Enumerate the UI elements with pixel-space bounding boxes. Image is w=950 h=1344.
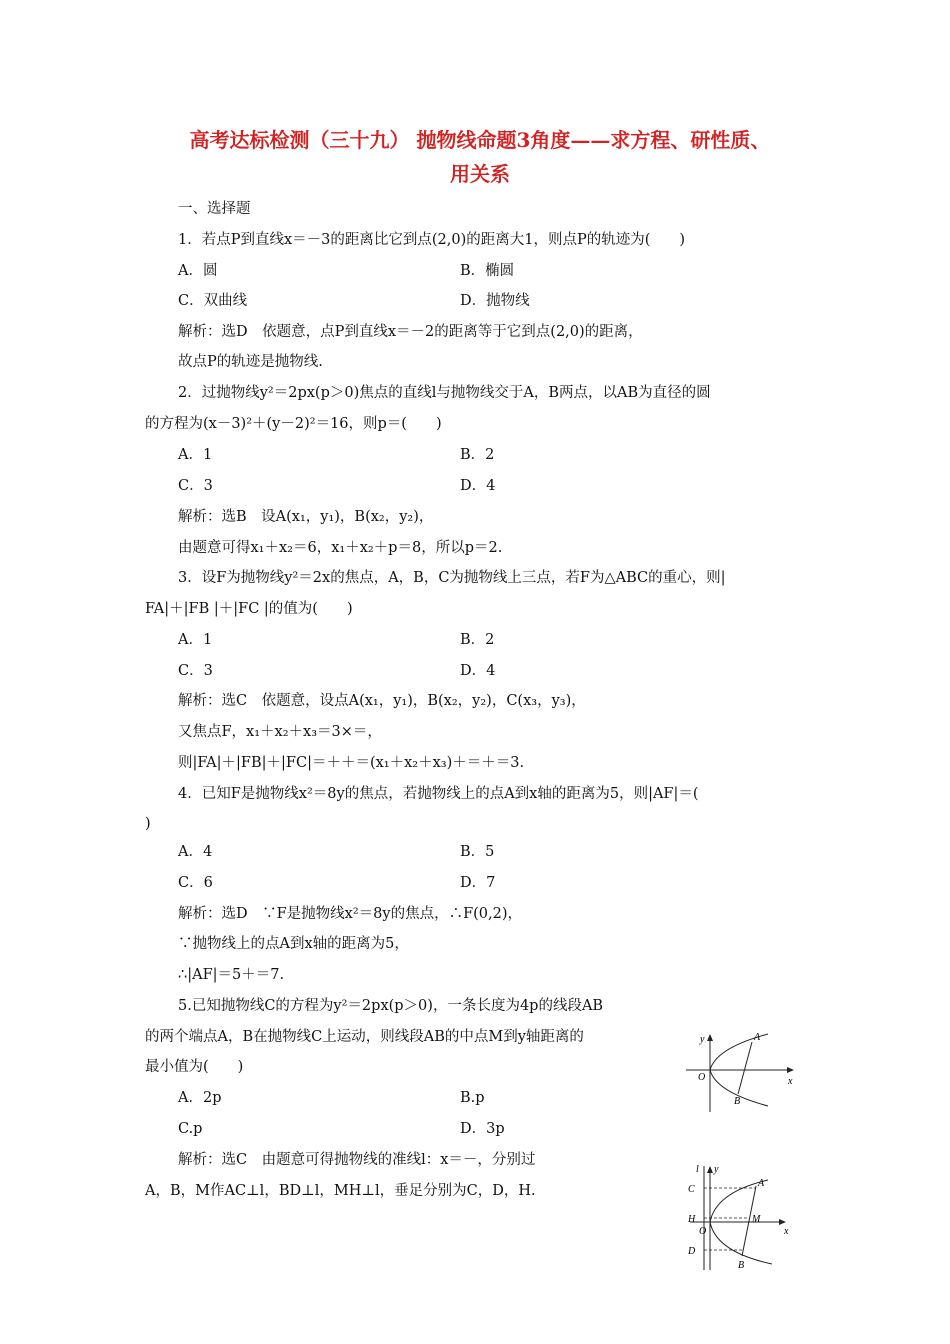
q1-option-d: D．抛物线: [460, 293, 530, 309]
q2-option-d: D．4: [460, 478, 496, 494]
q4-option-a: A．4: [178, 844, 213, 860]
page-title-line2: 用关系: [450, 162, 510, 186]
fig2-label-a: A: [758, 1178, 765, 1189]
q3-solution-line3: 则|FA|＋|FB|＋|FC|＝＋＋＝(x₁＋x₂＋x₃)＋＝＋＝3.: [178, 755, 525, 771]
fig1-label-y: y: [700, 1034, 705, 1045]
q2-solution-line2: 由题意可得x₁＋x₂＝6，x₁＋x₂＋p＝8，所以p＝2.: [178, 540, 503, 556]
parabola-figure-2: [680, 1160, 800, 1272]
q3-option-b: B．2: [460, 632, 495, 648]
q3-stem-line1: 3．设F为抛物线y²＝2x的焦点，A，B，C为抛物线上三点，若F为△ABC的重心，则|: [178, 570, 726, 586]
q5-option-d: D．3p: [460, 1121, 505, 1137]
fig2-label-c: C: [688, 1184, 695, 1195]
q5-option-a: A．2p: [178, 1090, 222, 1106]
q4-option-d: D．7: [460, 875, 496, 891]
section-heading: 一、选择题: [178, 201, 251, 217]
q5-option-c: C.p: [178, 1121, 203, 1137]
fig2-x-arrow: [779, 1219, 786, 1225]
q5-stem-line3: 最小值为( ): [145, 1059, 244, 1075]
q1-solution-line1: 解析：选D 依题意，点P到直线x＝－2的距离等于它到点(2,0)的距离，: [178, 324, 643, 340]
fig1-label-b: B: [734, 1096, 741, 1107]
q3-solution-line1: 解析：选C 依题意，设点A(x₁，y₁)，B(x₂，y₂)，C(x₃，y₃)，: [178, 693, 586, 709]
fig1-label-x: x: [788, 1076, 793, 1087]
q3-stem-line2: FA|＋|FB |＋|FC |的值为( ): [145, 601, 353, 617]
q4-stem-line2: ): [145, 816, 151, 832]
fig2-label-x: x: [784, 1226, 789, 1237]
fig2-label-o: O: [699, 1226, 707, 1237]
q2-stem-line2: 的方程为(x－3)²＋(y－2)²＝16，则p＝( ): [145, 416, 442, 432]
q5-stem-line1: 5.已知抛物线C的方程为y²＝2px(p＞0)，一条长度为4p的线段AB: [178, 998, 604, 1014]
q5-option-b: B.p: [460, 1090, 485, 1106]
q1-solution-line2: 故点P的轨迹是抛物线.: [178, 354, 323, 370]
fig2-label-y: y: [714, 1164, 719, 1175]
fig2-label-l: l: [696, 1164, 699, 1175]
q3-option-d: D．4: [460, 663, 496, 679]
fig1-chord-ab: [738, 1042, 752, 1094]
q5-stem-line2: 的两个端点A，B在抛物线C上运动，则线段AB的中点M到y轴距离的: [145, 1029, 584, 1045]
q1-stem: 1．若点P到直线x＝－3的距离比它到点(2,0)的距离大1，则点P的轨迹为( ): [178, 232, 686, 248]
q5-solution-line2: A，B，M作AC⊥l，BD⊥l，MH⊥l，垂足分别为C，D，H.: [145, 1183, 536, 1199]
fig1-x-arrow: [787, 1067, 794, 1073]
q4-solution-line3: ∴|AF|＝5＋＝7.: [178, 967, 285, 983]
page-title-line1: 高考达标检测（三十九） 抛物线命题3角度——求方程、研性质、: [189, 128, 771, 152]
fig2-y-arrow: [707, 1166, 713, 1173]
q4-solution-line1: 解析：选D ∵F是抛物线x²＝8y的焦点，∴F(0,2)，: [178, 906, 523, 922]
fig1-y-arrow: [707, 1034, 713, 1041]
fig2-label-h: H: [688, 1214, 696, 1225]
fig2-label-b: B: [738, 1260, 745, 1271]
q1-option-c: C．双曲线: [178, 293, 248, 309]
fig2-label-m: M: [752, 1214, 761, 1225]
q2-solution-line1: 解析：选B 设A(x₁，y₁)，B(x₂，y₂)，: [178, 509, 434, 525]
q5-solution-line1: 解析：选C 由题意可得抛物线的准线l：x＝－，分别过: [178, 1152, 536, 1168]
parabola-figure-1: [686, 1028, 806, 1114]
fig2-label-d: D: [688, 1246, 696, 1257]
q4-option-b: B．5: [460, 844, 495, 860]
fig1-label-o: O: [698, 1072, 706, 1083]
q2-option-c: C．3: [178, 478, 213, 494]
q3-option-c: C．3: [178, 663, 213, 679]
q4-solution-line2: ∵抛物线上的点A到x轴的距离为5，: [178, 936, 409, 952]
fig1-label-a: A: [754, 1032, 761, 1043]
q1-option-b: B．椭圆: [460, 263, 515, 279]
q3-solution-line2: 又焦点F，x₁＋x₂＋x₃＝3×＝，: [178, 724, 382, 740]
q1-option-a: A．圆: [178, 263, 218, 279]
q4-stem-line1: 4．已知F是抛物线x²＝8y的焦点，若抛物线上的点A到x轴的距离为5，则|AF|＝(: [178, 786, 699, 802]
q3-option-a: A．1: [178, 632, 213, 648]
q2-option-b: B．2: [460, 447, 495, 463]
q4-option-c: C．6: [178, 875, 213, 891]
q2-option-a: A．1: [178, 447, 213, 463]
q2-stem-line1: 2．过抛物线y²＝2px(p＞0)焦点的直线l与抛物线交于A，B两点，以AB为直径的圆: [178, 385, 711, 401]
